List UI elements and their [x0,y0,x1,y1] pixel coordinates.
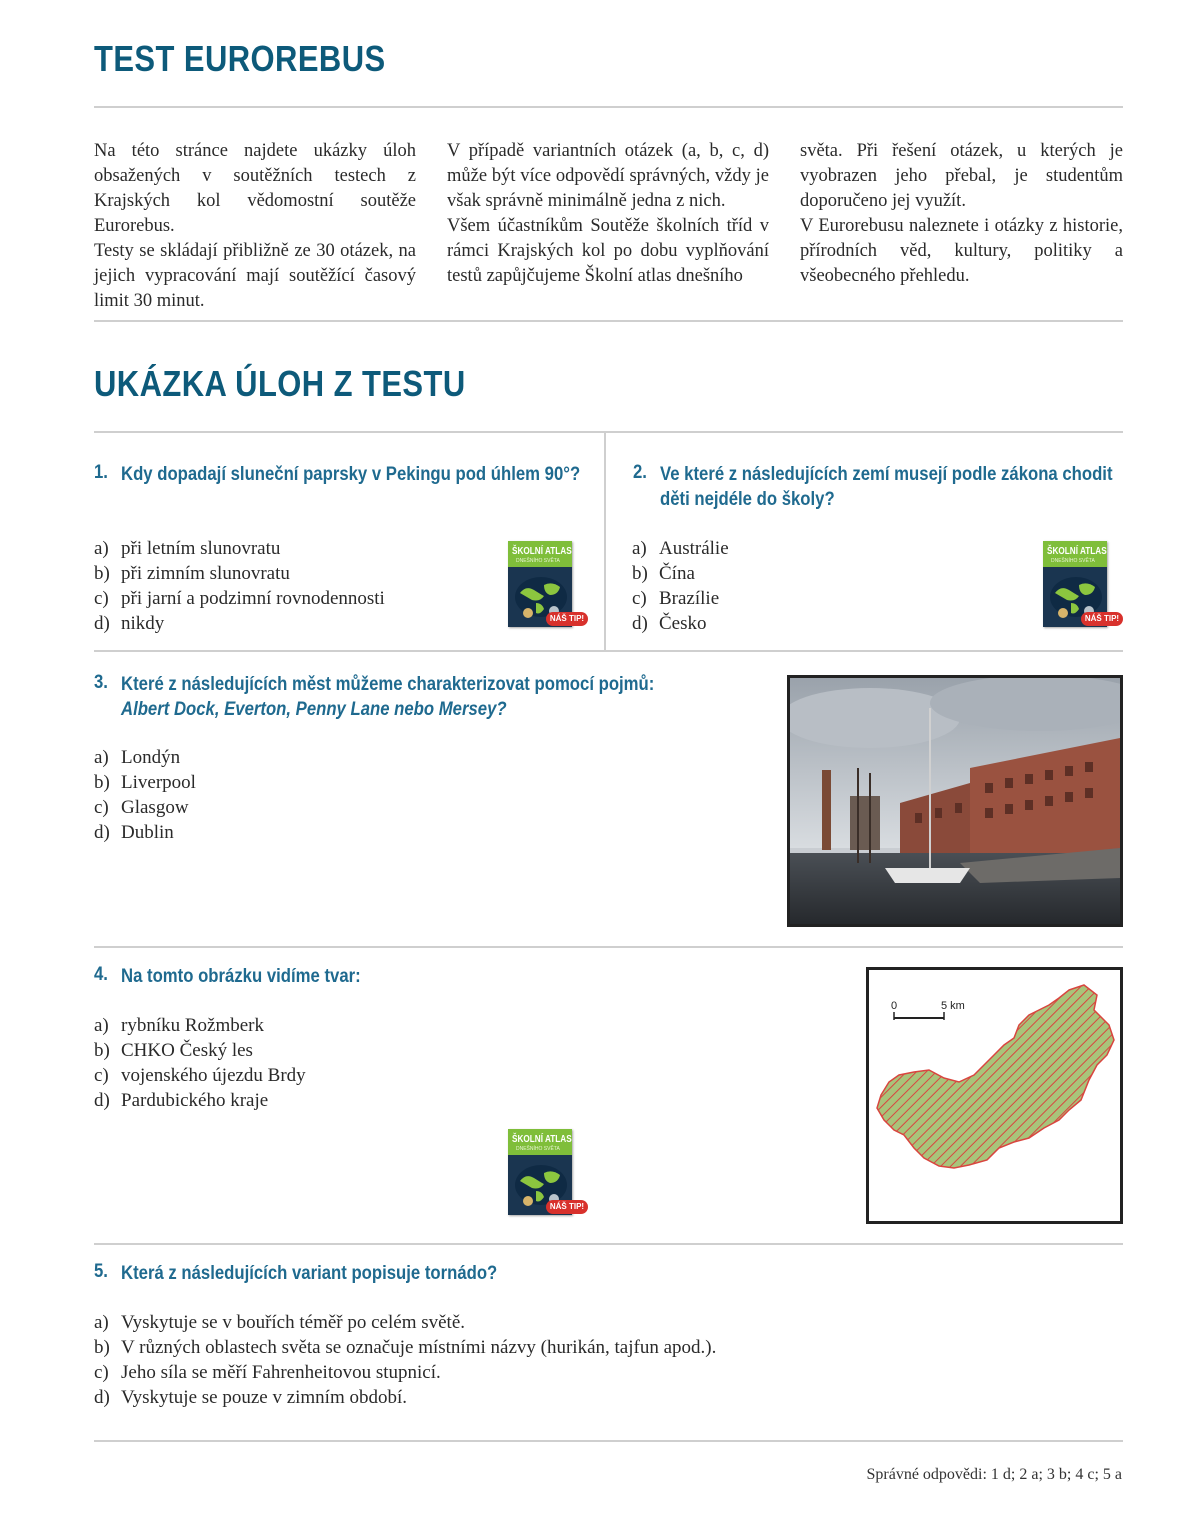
question-text-italic: Albert Dock, Everton, Penny Lane nebo Mersey? [121,699,507,720]
scale-distance-label: 5 km [941,1000,965,1012]
atlas-cover-icon: ŠKOLNÍ ATLAS DNEŠNÍHO SVĚTA NÁŠ TIP! [508,541,588,631]
question-text [121,672,737,722]
question-number: 2. [633,462,647,483]
intro-paragraph: Testy se skládají přibližně ze 30 otázek, na jejich vypracování mají soutěžící časový limit 30 minut. [94,241,416,311]
answer-option: c) Glasgow [94,797,189,818]
question-text: Kdy dopadají sluneční paprsky v Pekingu pod úhlem 90°? [121,464,581,485]
answer-option: b) při zimním slunovratu [94,563,290,584]
question-text: Ve které z následujících zemí musejí podle zákona chodit děti nejdéle do školy? [660,464,1113,510]
divider [94,431,1123,433]
answer-option: a) při letním slunovratu [94,538,281,559]
section-title: UKÁZKA ÚLOH Z TESTU [94,363,466,404]
column-divider [604,433,606,650]
divider [94,1440,1123,1442]
intro-paragraph: V Eurorebusu naleznete i otázky z historie, přírodních věd, kultury, politiky a všeobecného přehledu. [800,216,1123,286]
question-number: 3. [94,672,108,693]
answer-option: d) nikdy [94,613,165,634]
question-text-main: Které z následujících měst můžeme charakterizovat pomocí pojmů: [121,674,655,695]
divider [94,106,1123,108]
question-number: 5. [94,1261,108,1282]
divider [94,946,1123,948]
answer-option: b) Čína [632,563,695,584]
question-text: Která z následujících variant popisuje tornádo? [121,1263,498,1284]
answer-options [94,1310,716,1410]
answer-options [94,745,196,845]
divider [94,1243,1123,1245]
atlas-cover-icon: ŠKOLNÍ ATLAS DNEŠNÍHO SVĚTA NÁŠ TIP! [1043,541,1123,631]
answer-option: a) Austrálie [632,538,729,559]
answer-option: a) Londýn [94,747,181,768]
intro-paragraph: světa. Při řešení otázek, u kterých je vyobrazen jeho přebal, je studentům doporučeno jej využít. [800,141,1123,211]
intro-paragraph: Všem účastníkům Soutěže školních tříd v rámci Krajských kol po dobu vyplňování testů zapůjčujeme Školní atlas dnešního [447,216,769,286]
question-number: 4. [94,964,108,985]
answer-options [94,1013,306,1113]
divider [94,650,1123,652]
answer-option: c) vojenského újezdu Brdy [94,1065,306,1086]
answer-option: c) při jarní a podzimní rovnodennosti [94,588,385,609]
answer-option: a) rybníku Rožmberk [94,1015,265,1036]
correct-answers: Správné odpovědi: 1 d; 2 a; 3 b; 4 c; 5 a [866,1466,1122,1483]
question-text: Na tomto obrázku vidíme tvar: [121,966,361,987]
intro-column-3 [800,139,1123,289]
shape-map [866,967,1123,1224]
answer-options [632,536,729,636]
liverpool-dock-photo [787,675,1123,927]
question-number: 1. [94,462,108,483]
answer-option: d) Pardubického kraje [94,1090,269,1111]
answer-option: b) Liverpool [94,772,196,793]
answer-option: c) Brazílie [632,588,720,609]
answer-options [94,536,385,636]
map-region-shape [877,985,1114,1168]
intro-column-1 [94,139,416,314]
answer-option: d) Dublin [94,822,174,843]
divider [94,320,1123,322]
intro-paragraph: Na této stránce najdete ukázky úloh obsažených v soutěžních testech z Krajských kol vědomostní soutěže Eurorebus. [94,141,416,236]
intro-paragraph: V případě variantních otázek (a, b, c, d) může být více odpovědí správných, vždy je však správně minimálně jedna z nich. [447,141,769,211]
answer-option: d) Česko [632,613,707,634]
answer-option: b) V různých oblastech světa se označuje místními názvy (hurikán, tajfun apod.). [94,1337,717,1358]
answer-option: b) CHKO Český les [94,1040,253,1061]
scale-zero-label: 0 [891,1000,898,1012]
atlas-cover-icon: ŠKOLNÍ ATLAS DNEŠNÍHO SVĚTA NÁŠ TIP! [508,1129,588,1219]
page-title: TEST EUROREBUS [94,38,386,79]
answer-option: d) Vyskytuje se pouze v zimním období. [94,1387,408,1408]
answer-option: c) Jeho síla se měří Fahrenheitovou stupnicí. [94,1362,441,1383]
answer-option: a) Vyskytuje se v bouřích téměř po celém světě. [94,1312,466,1333]
intro-column-2 [447,139,769,289]
